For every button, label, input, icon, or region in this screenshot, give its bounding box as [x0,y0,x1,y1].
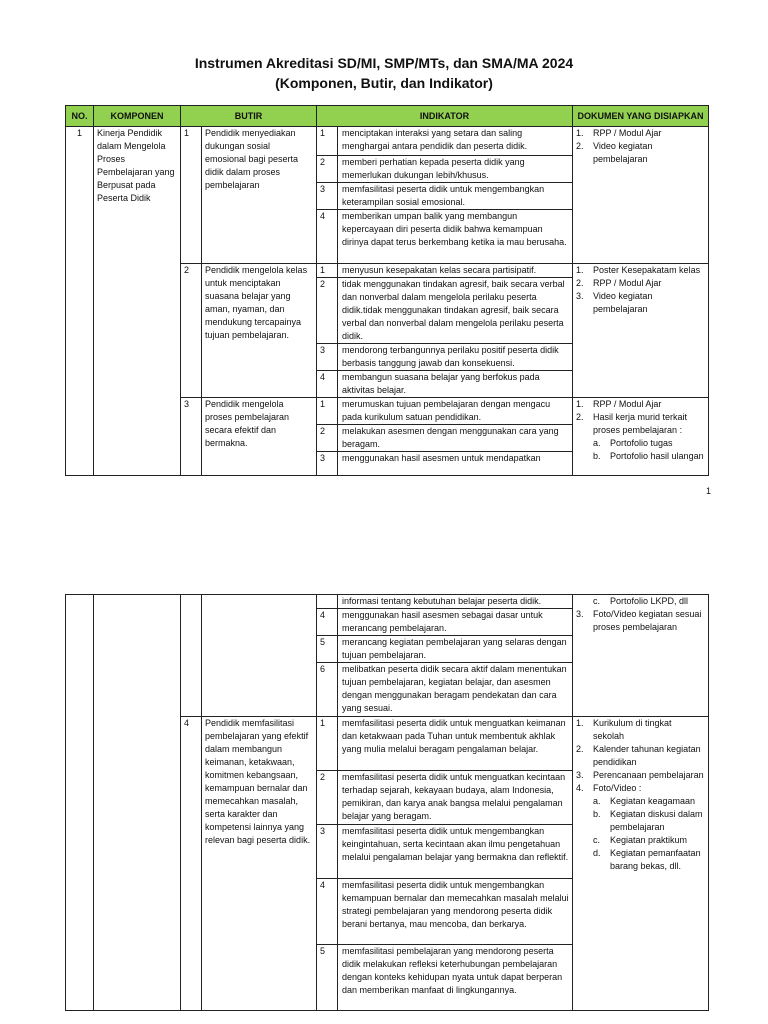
indikator-text: memfasilitasi peserta didik untuk menguatkan keimanan dan ketakwaan pada Tuhan untuk membentuk akhlak yang mulia melalui beragam pengalaman belajar. [338,717,573,771]
list-item: d. Kegiatan pemanfaatan barang bekas, dll. [593,848,701,871]
indikator-number: 2 [317,425,338,452]
butir-label: Pendidik mengelola proses pembelajaran secara efektif dan bermakna. [202,398,317,476]
indikator-number: 4 [317,210,338,264]
indikator-number: 1 [317,127,338,156]
butir-label-cont [202,595,317,717]
table-header-row [66,106,709,127]
indikator-number: 1 [317,398,338,425]
indikator-number: 3 [317,344,338,371]
table-row [66,595,709,609]
indikator-number: 4 [317,371,338,398]
indikator-number: 6 [317,663,338,717]
list-item: 1. RPP / Modul Ajar [576,399,662,409]
list-item: 2. Kalender tahunan kegiatan pendidikan [576,744,701,767]
butir-label: Pendidik memfasilitasi pembelajaran yang efektif dalam membangun keimanan, ketakwaan, komitmen kebangsaan, kemampuan bernalar dan memecahkan masalah, serta karakter dan kompetensi lainnya yang relevan bagi peserta didik. [202,717,317,1011]
indikator-text: menciptakan interaksi yang setara dan saling menghargai antara pendidik dan peserta didik. [338,127,573,156]
list-item: 1. RPP / Modul Ajar [576,128,662,138]
indikator-text: memfasilitasi peserta didik untuk mengembangkan kemampuan bernalar dan memecahkan masalah melalui strategi pembelajaran yang mendorong peserta didik berani bertanya, mau mencoba, dan berkarya. [338,879,573,945]
list-item: 2. Video kegiatan pembelajaran [576,141,653,164]
indikator-text: memberi perhatian kepada peserta didik yang memerlukan dukungan lebih/khusus. [338,156,573,183]
indikator-text: melibatkan peserta didik secara aktif dalam menentukan tujuan pembelajaran, kegiatan belajar, dan asesmen dengan menggunakan beragam pendekatan dan cara yang sesuai. [338,663,573,717]
header-indikator: INDIKATOR [317,106,573,127]
indikator-number [317,595,338,609]
indikator-text: melakukan asesmen dengan menggunakan cara yang beragam. [338,425,573,452]
komponen-number-cont [66,595,94,1011]
list-item: 3. Foto/Video kegiatan sesuai proses pembelajaran [576,609,702,632]
indikator-number: 3 [317,452,338,476]
butir-number: 4 [181,717,202,1011]
butir-label: Pendidik mengelola kelas untuk menciptakan suasana belajar yang aman, nyaman, dan mendukung tercapainya tujuan pembelajaran. [202,264,317,398]
list-item: 1. Poster Kesepakatam kelas [576,265,701,275]
list-item: 3. Perencanaan pembelajaran [576,770,704,780]
indikator-number: 2 [317,278,338,344]
list-item: a. Kegiatan keagamaan [593,796,696,806]
indikator-text: merumuskan tujuan pembelajaran dengan mengacu pada kurikulum satuan pendidikan. [338,398,573,425]
document-title: Instrumen Akreditasi SD/MI, SMP/MTs, dan SMA/MA 2024 [194,55,574,71]
list-item: c. Kegiatan praktikum [593,835,688,845]
indikator-number: 3 [317,825,338,879]
indikator-number: 4 [317,609,338,636]
header-komponen: KOMPONEN [94,106,181,127]
document-subtitle: (Komponen, Butir, dan Indikator) [275,75,493,91]
indikator-text: menggunakan hasil asesmen sebagai dasar untuk merancang pembelajaran. [338,609,573,636]
dokumen-list [573,264,709,398]
list-item: 2. Hasil kerja murid terkait proses pembelajaran : [576,412,688,435]
indikator-text: menyusun kesepakatan kelas secara partisipatif. [338,264,573,278]
header-butir: BUTIR [181,106,317,127]
indikator-text: memfasilitasi pembelajaran yang mendorong peserta didik melakukan refleksi keterhubungan pembelajaran dengan konteks kehidupan nyata untuk dapat berperan dan memberikan manfaat di lingkungannya. [338,945,573,1011]
list-item: 3. Video kegiatan pembelajaran [576,291,653,314]
indikator-number: 3 [317,183,338,210]
list-item: 1. Kurikulum di tingkat sekolah [576,718,672,741]
list-item: 4. Foto/Video : [576,783,642,793]
table-row [66,127,709,156]
indikator-text: informasi tentang kebutuhan belajar peserta didik. [338,595,573,609]
indikator-text: membangun suasana belajar yang berfokus pada aktivitas belajar. [338,371,573,398]
dokumen-list [573,127,709,264]
indikator-text: memberikan umpan balik yang membangun kepercayaan diri peserta didik bahwa kemampuan dirinya dapat terus berkembang ketika ia mau berusaha. [338,210,573,264]
butir-number: 3 [181,398,202,476]
page-number: 1 [706,486,712,496]
indikator-text: tidak menggunakan tindakan agresif, baik secara verbal dan nonverbal dalam mengelola perilaku peserta didik.tidak menggunakan tindakan agresif, baik secara verbal dan nonverbal dalam mengelola perilaku peserta didik. [338,278,573,344]
indikator-number: 2 [317,771,338,825]
butir-number-cont [181,595,202,717]
list-item: b. Kegiatan diskusi dalam pembelajaran [593,809,703,832]
butir-number: 1 [181,127,202,264]
indikator-text: memfasilitasi peserta didik untuk menguatkan kecintaan terhadap sejarah, kekayaan budaya, alam Indonesia, pemikiran, dan karya anak bangsa melalui pengalaman belajar yang beragam. [338,771,573,825]
indikator-text: merancang kegiatan pembelajaran yang selaras dengan tujuan pembelajaran. [338,636,573,663]
accreditation-table-page-2 [65,594,709,1011]
header-dokumen: DOKUMEN YANG DISIAPKAN [573,106,709,127]
butir-label: Pendidik menyediakan dukungan sosial emosional bagi peserta didik dalam proses pembelajaran [202,127,317,264]
list-item: 2. RPP / Modul Ajar [576,278,662,288]
dokumen-list [573,595,709,717]
indikator-number: 1 [317,717,338,771]
komponen-number: 1 [66,127,94,476]
indikator-text: memfasilitasi peserta didik untuk mengembangkan keingintahuan, serta kecintaan akan ilmu pengetahuan melalui pengalaman belajar yang bermakna dan reflektif. [338,825,573,879]
accreditation-table-page-1 [65,105,709,476]
indikator-text: memfasilitasi peserta didik untuk mengembangkan keterampilan sosial emosional. [338,183,573,210]
list-item: c. Portofolio LKPD, dll [593,596,689,606]
dokumen-list [573,398,709,476]
indikator-text: mendorong terbangunnya perilaku positif peserta didik berbasis tanggung jawab dan konsekuensi. [338,344,573,371]
indikator-number: 4 [317,879,338,945]
list-item: b. Portofolio hasil ulangan [593,451,704,461]
header-no: NO. [66,106,94,127]
indikator-number: 5 [317,945,338,1011]
komponen-label-cont [94,595,181,1011]
dokumen-list [573,717,709,1011]
indikator-text: menggunakan hasil asesmen untuk mendapatkan [338,452,573,476]
butir-number: 2 [181,264,202,398]
list-item: a. Portofolio tugas [593,438,673,448]
indikator-number: 1 [317,264,338,278]
indikator-number: 2 [317,156,338,183]
komponen-label: Kinerja Pendidik dalam Mengelola Proses Pembelajaran yang Berpusat pada Peserta Didik [94,127,181,476]
indikator-number: 5 [317,636,338,663]
